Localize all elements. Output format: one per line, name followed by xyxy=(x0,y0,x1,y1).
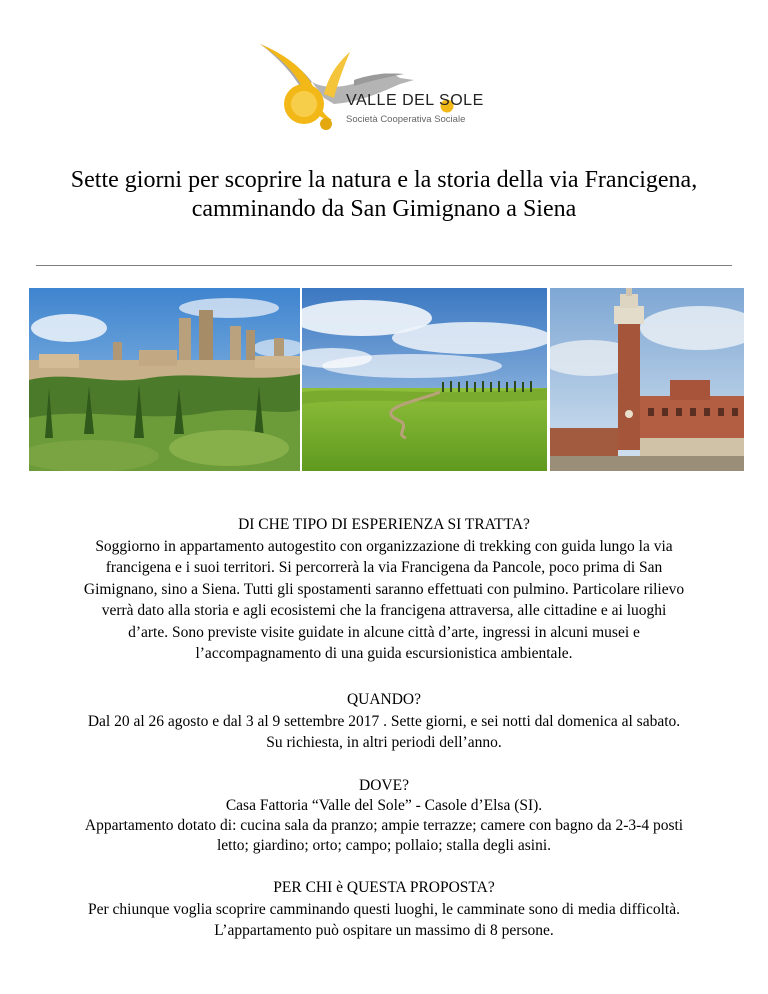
photo-siena-tower xyxy=(550,288,744,471)
section-heading: DI CHE TIPO DI ESPERIENZA SI TRATTA? xyxy=(238,516,530,533)
section-heading: DOVE? xyxy=(359,777,409,794)
logo-name: VALLE DEL SOLE xyxy=(346,92,484,109)
page-title xyxy=(0,166,768,224)
section-who xyxy=(0,877,768,942)
paragraph-line: Su richiesta, in altri periodi dell’anno. xyxy=(266,734,502,751)
horizontal-divider xyxy=(36,265,732,266)
page-title-line-1: Sette giorni per scoprire la natura e la storia della via Francigena, xyxy=(70,167,698,193)
photo-tuscan-countryside xyxy=(302,288,547,471)
paragraph-line: L’appartamento può ospitare un massimo di 8 persone. xyxy=(214,922,554,939)
photo-san-gimignano xyxy=(29,288,300,471)
paragraph-line: Casa Fattoria “Valle del Sole” - Casole d’Elsa (SI). xyxy=(225,797,543,814)
paragraph-line: francigena e i suoi territori. Si percorrerà la via Francigena da Pancole, poco prima di San xyxy=(105,559,663,576)
paragraph-line: l’accompagnamento di una guida escursionistica ambientale. xyxy=(195,645,573,662)
logo-subtitle: Società Cooperativa Sociale xyxy=(346,114,466,125)
paragraph-line: Appartamento dotato di: cucina sala da pranzo; ampie terrazze; camere con bagno da 2-3-4 posti xyxy=(84,817,684,834)
paragraph-line: letto; giardino; orto; campo; pollaio; stalla degli asini. xyxy=(216,837,552,854)
section-heading: PER CHI è QUESTA PROPOSTA? xyxy=(273,879,495,896)
paragraph-line: Soggiorno in appartamento autogestito con organizzazione di trekking con guida lungo la via xyxy=(95,537,673,555)
section-heading: QUANDO? xyxy=(346,691,422,708)
paragraph-line: Dal 20 al 26 agosto e dal 3 al 9 settembre 2017 . Sette giorni, e sei notti dal domenica al sabato. xyxy=(87,712,681,730)
section-experience xyxy=(0,514,768,665)
company-logo xyxy=(254,38,494,138)
paragraph-line: Gimignano, sino a Siena. Tutti gli spostamenti saranno effettuati con pulmino. Particolare rilievo xyxy=(83,580,685,598)
page-title-line-2: camminando da San Gimignano a Siena xyxy=(191,196,577,222)
paragraph-line: d’arte. Sono previste visite guidate in alcune città d’arte, ingressi in alcuni musei e xyxy=(128,623,640,641)
paragraph-line: verrà dato alla storia e agli ecosistemi che la francigena attraversa, alle cittadine e ai luoghi xyxy=(101,602,667,619)
section-when xyxy=(0,689,768,754)
paragraph-line: Per chiunque voglia scoprire camminando questi luoghi, le camminate sono di media difficoltà. xyxy=(87,900,680,918)
section-where xyxy=(0,776,768,856)
